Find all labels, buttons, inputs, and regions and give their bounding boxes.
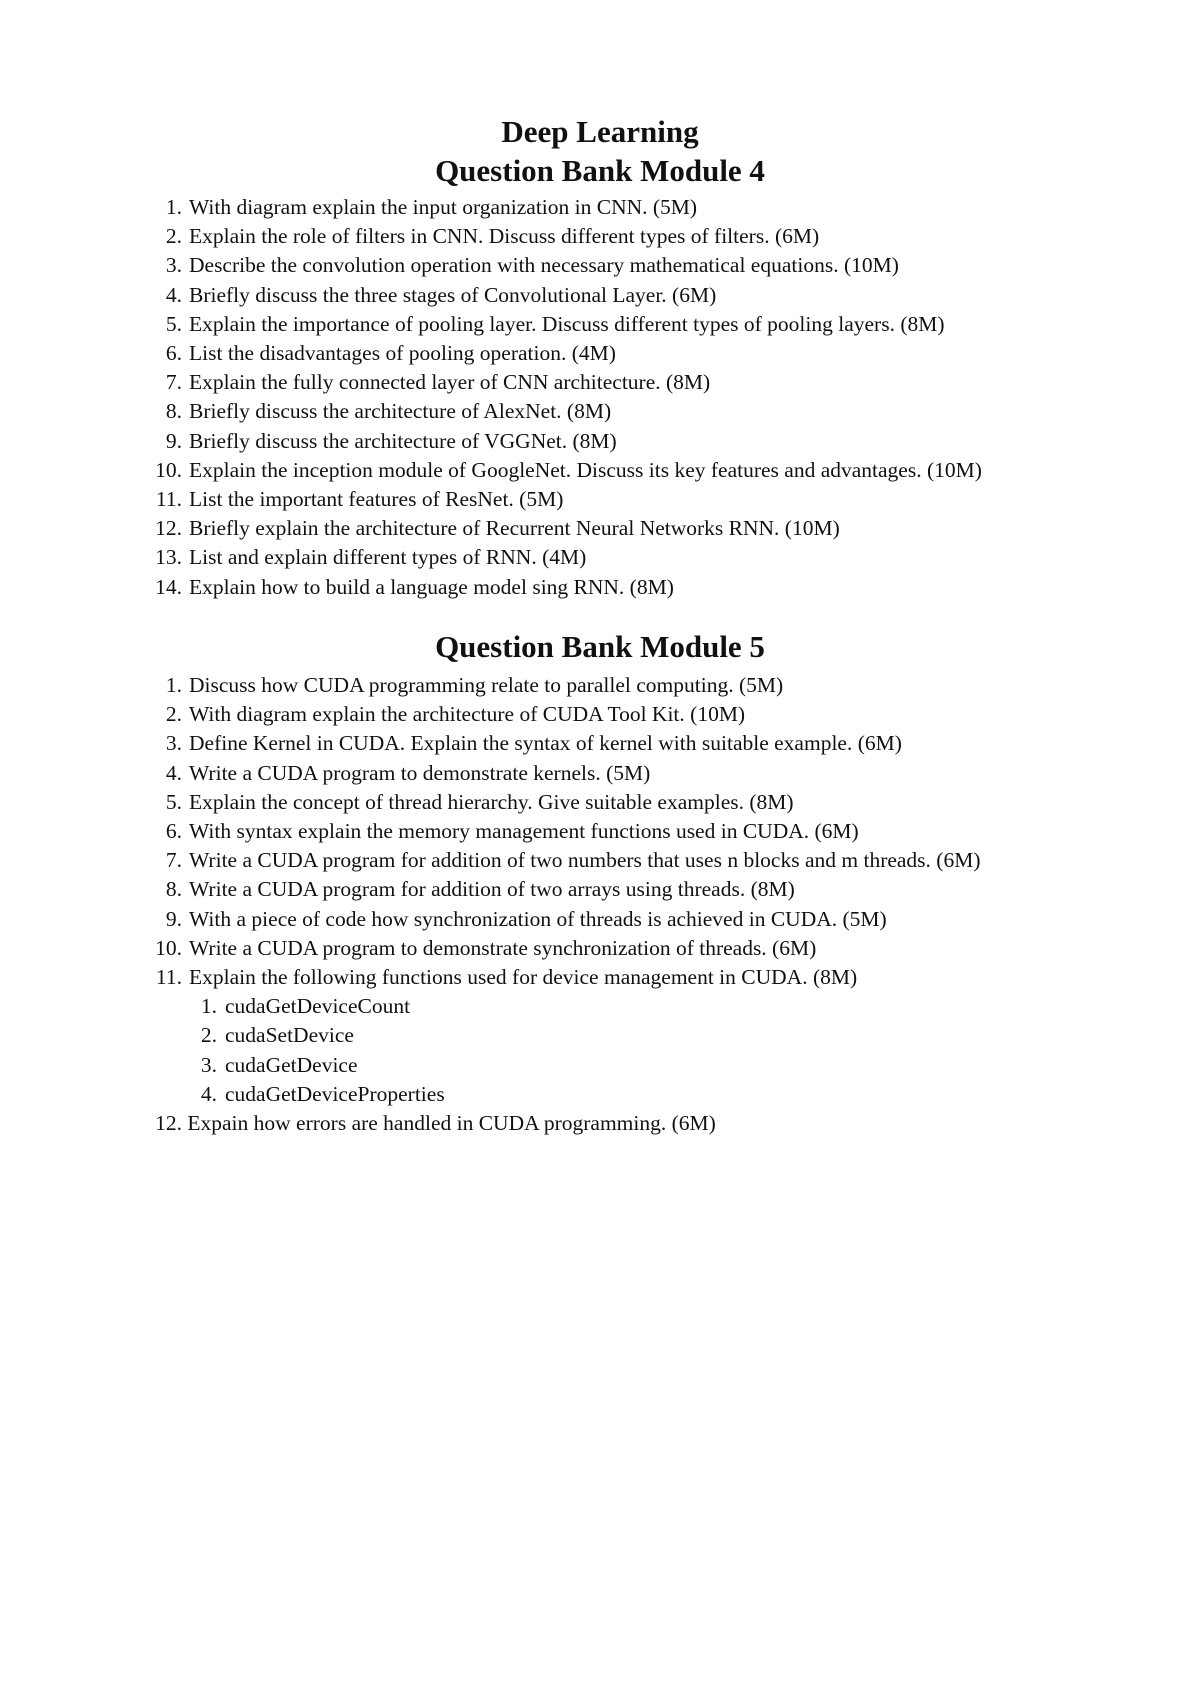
list-item	[0, 427, 982, 456]
sub-text: cudaGetDevice	[225, 1052, 358, 1077]
question-number: 8.	[165, 877, 182, 902]
sub-text: cudaSetDevice	[225, 1023, 354, 1048]
question-number: 8.	[165, 399, 182, 424]
question-number: 4.	[165, 760, 182, 785]
sub-number: 1.	[200, 994, 217, 1019]
question-number: 7.	[165, 848, 182, 873]
question-number: 12.	[155, 1111, 182, 1136]
list-item	[0, 934, 981, 963]
question-number: 14.	[155, 574, 182, 599]
question-number: 1.	[165, 673, 182, 697]
document-title: Deep Learning	[501, 114, 699, 149]
list-item	[0, 339, 982, 368]
list-item	[0, 875, 981, 904]
list-item	[0, 1109, 981, 1138]
sub-number: 3.	[200, 1052, 217, 1077]
sublist-item	[189, 1051, 981, 1080]
sub-number: 4.	[200, 1081, 217, 1106]
question-text: Explain the fully connected layer of CNN architecture. (8M)	[189, 370, 711, 395]
question-number: 5.	[165, 311, 182, 336]
question-number: 6.	[165, 819, 182, 844]
question-number: 13.	[155, 545, 182, 570]
question-number: 4.	[165, 282, 182, 307]
question-number: 9.	[165, 906, 182, 931]
list-item	[0, 281, 982, 310]
question-text: List and explain different types of RNN. (4M)	[189, 545, 587, 570]
list-item	[0, 905, 981, 934]
question-text: Write a CUDA program for addition of two arrays using threads. (8M)	[189, 877, 795, 902]
list-item	[0, 397, 982, 426]
list-item	[0, 456, 982, 485]
sublist-item	[189, 1021, 981, 1050]
list-item	[0, 573, 982, 602]
question-text: With diagram explain the architecture of CUDA Tool Kit. (10M)	[189, 702, 746, 727]
question-text: Explain the following functions used for device management in CUDA. (8M)	[189, 965, 858, 990]
question-number: 5.	[165, 789, 182, 814]
list-item	[0, 543, 982, 572]
question-number: 2.	[165, 224, 182, 249]
question-number: 9.	[165, 428, 182, 453]
question-number: 12.	[155, 516, 182, 541]
list-item	[0, 485, 982, 514]
question-text: Briefly discuss the architecture of AlexNet. (8M)	[189, 399, 612, 424]
question-text: Explain the importance of pooling layer. Discuss different types of pooling layers. (8M)	[189, 311, 945, 336]
list-item	[0, 729, 981, 758]
question-text: Expain how errors are handled in CUDA programming. (6M)	[187, 1111, 716, 1136]
module4-question-list	[0, 193, 982, 602]
module5-question-list	[0, 671, 981, 1138]
list-item	[0, 368, 982, 397]
question-text: Discuss how CUDA programming relate to parallel computing. (5M)	[189, 673, 784, 697]
question-number: 11.	[155, 487, 182, 512]
sub-text: cudaGetDeviceProperties	[225, 1081, 445, 1106]
question-number: 3.	[165, 253, 182, 278]
list-item	[0, 222, 982, 251]
question-text: Write a CUDA program to demonstrate synchronization of threads. (6M)	[189, 935, 817, 960]
list-item	[0, 251, 982, 280]
list-item	[0, 193, 982, 222]
module5-heading: Question Bank Module 5	[435, 629, 765, 664]
question-number: 10.	[155, 457, 182, 482]
device-functions-sublist	[189, 992, 981, 1109]
list-item	[0, 700, 981, 729]
question-number: 10.	[155, 935, 182, 960]
list-item	[0, 671, 981, 700]
list-item	[0, 514, 982, 543]
question-text: With diagram explain the input organization in CNN. (5M)	[189, 195, 698, 219]
sublist-item	[189, 992, 981, 1021]
question-number: 7.	[165, 370, 182, 395]
question-text: Explain the concept of thread hierarchy. Give suitable examples. (8M)	[189, 789, 794, 814]
question-text: Write a CUDA program to demonstrate kernels. (5M)	[189, 760, 651, 785]
question-text: With syntax explain the memory management functions used in CUDA. (6M)	[189, 819, 859, 844]
question-text: List the disadvantages of pooling operation. (4M)	[189, 341, 616, 366]
list-item	[0, 963, 981, 1109]
question-text: Explain the role of filters in CNN. Discuss different types of filters. (6M)	[189, 224, 820, 249]
question-text: Write a CUDA program for addition of two numbers that uses n blocks and m threads. (6M)	[189, 848, 981, 873]
list-item	[0, 788, 981, 817]
list-item	[0, 310, 982, 339]
question-text: Briefly explain the architecture of Recurrent Neural Networks RNN. (10M)	[189, 516, 840, 541]
module4-heading: Question Bank Module 4	[435, 153, 765, 188]
sub-text: cudaGetDeviceCount	[225, 994, 411, 1019]
list-item	[0, 759, 981, 788]
question-number: 3.	[165, 731, 182, 756]
list-item	[0, 846, 981, 875]
question-text: Briefly discuss the three stages of Convolutional Layer. (6M)	[189, 282, 717, 307]
question-text: List the important features of ResNet. (5M)	[189, 487, 564, 512]
sub-number: 2.	[200, 1023, 217, 1048]
question-number: 11.	[155, 965, 182, 990]
question-text: With a piece of code how synchronization of threads is achieved in CUDA. (5M)	[189, 906, 887, 931]
question-text: Define Kernel in CUDA. Explain the syntax of kernel with suitable example. (6M)	[189, 731, 902, 756]
sublist-item	[189, 1080, 981, 1109]
question-text: Describe the convolution operation with necessary mathematical equations. (10M)	[189, 253, 899, 278]
question-number: 1.	[165, 195, 182, 219]
question-number: 2.	[165, 702, 182, 727]
list-item	[0, 817, 981, 846]
question-text: Explain the inception module of GoogleNet. Discuss its key features and advantages. (10M)	[189, 457, 982, 482]
question-text: Explain how to build a language model sing RNN. (8M)	[189, 574, 674, 599]
question-number: 6.	[165, 341, 182, 366]
question-text: Briefly discuss the architecture of VGGNet. (8M)	[189, 428, 617, 453]
